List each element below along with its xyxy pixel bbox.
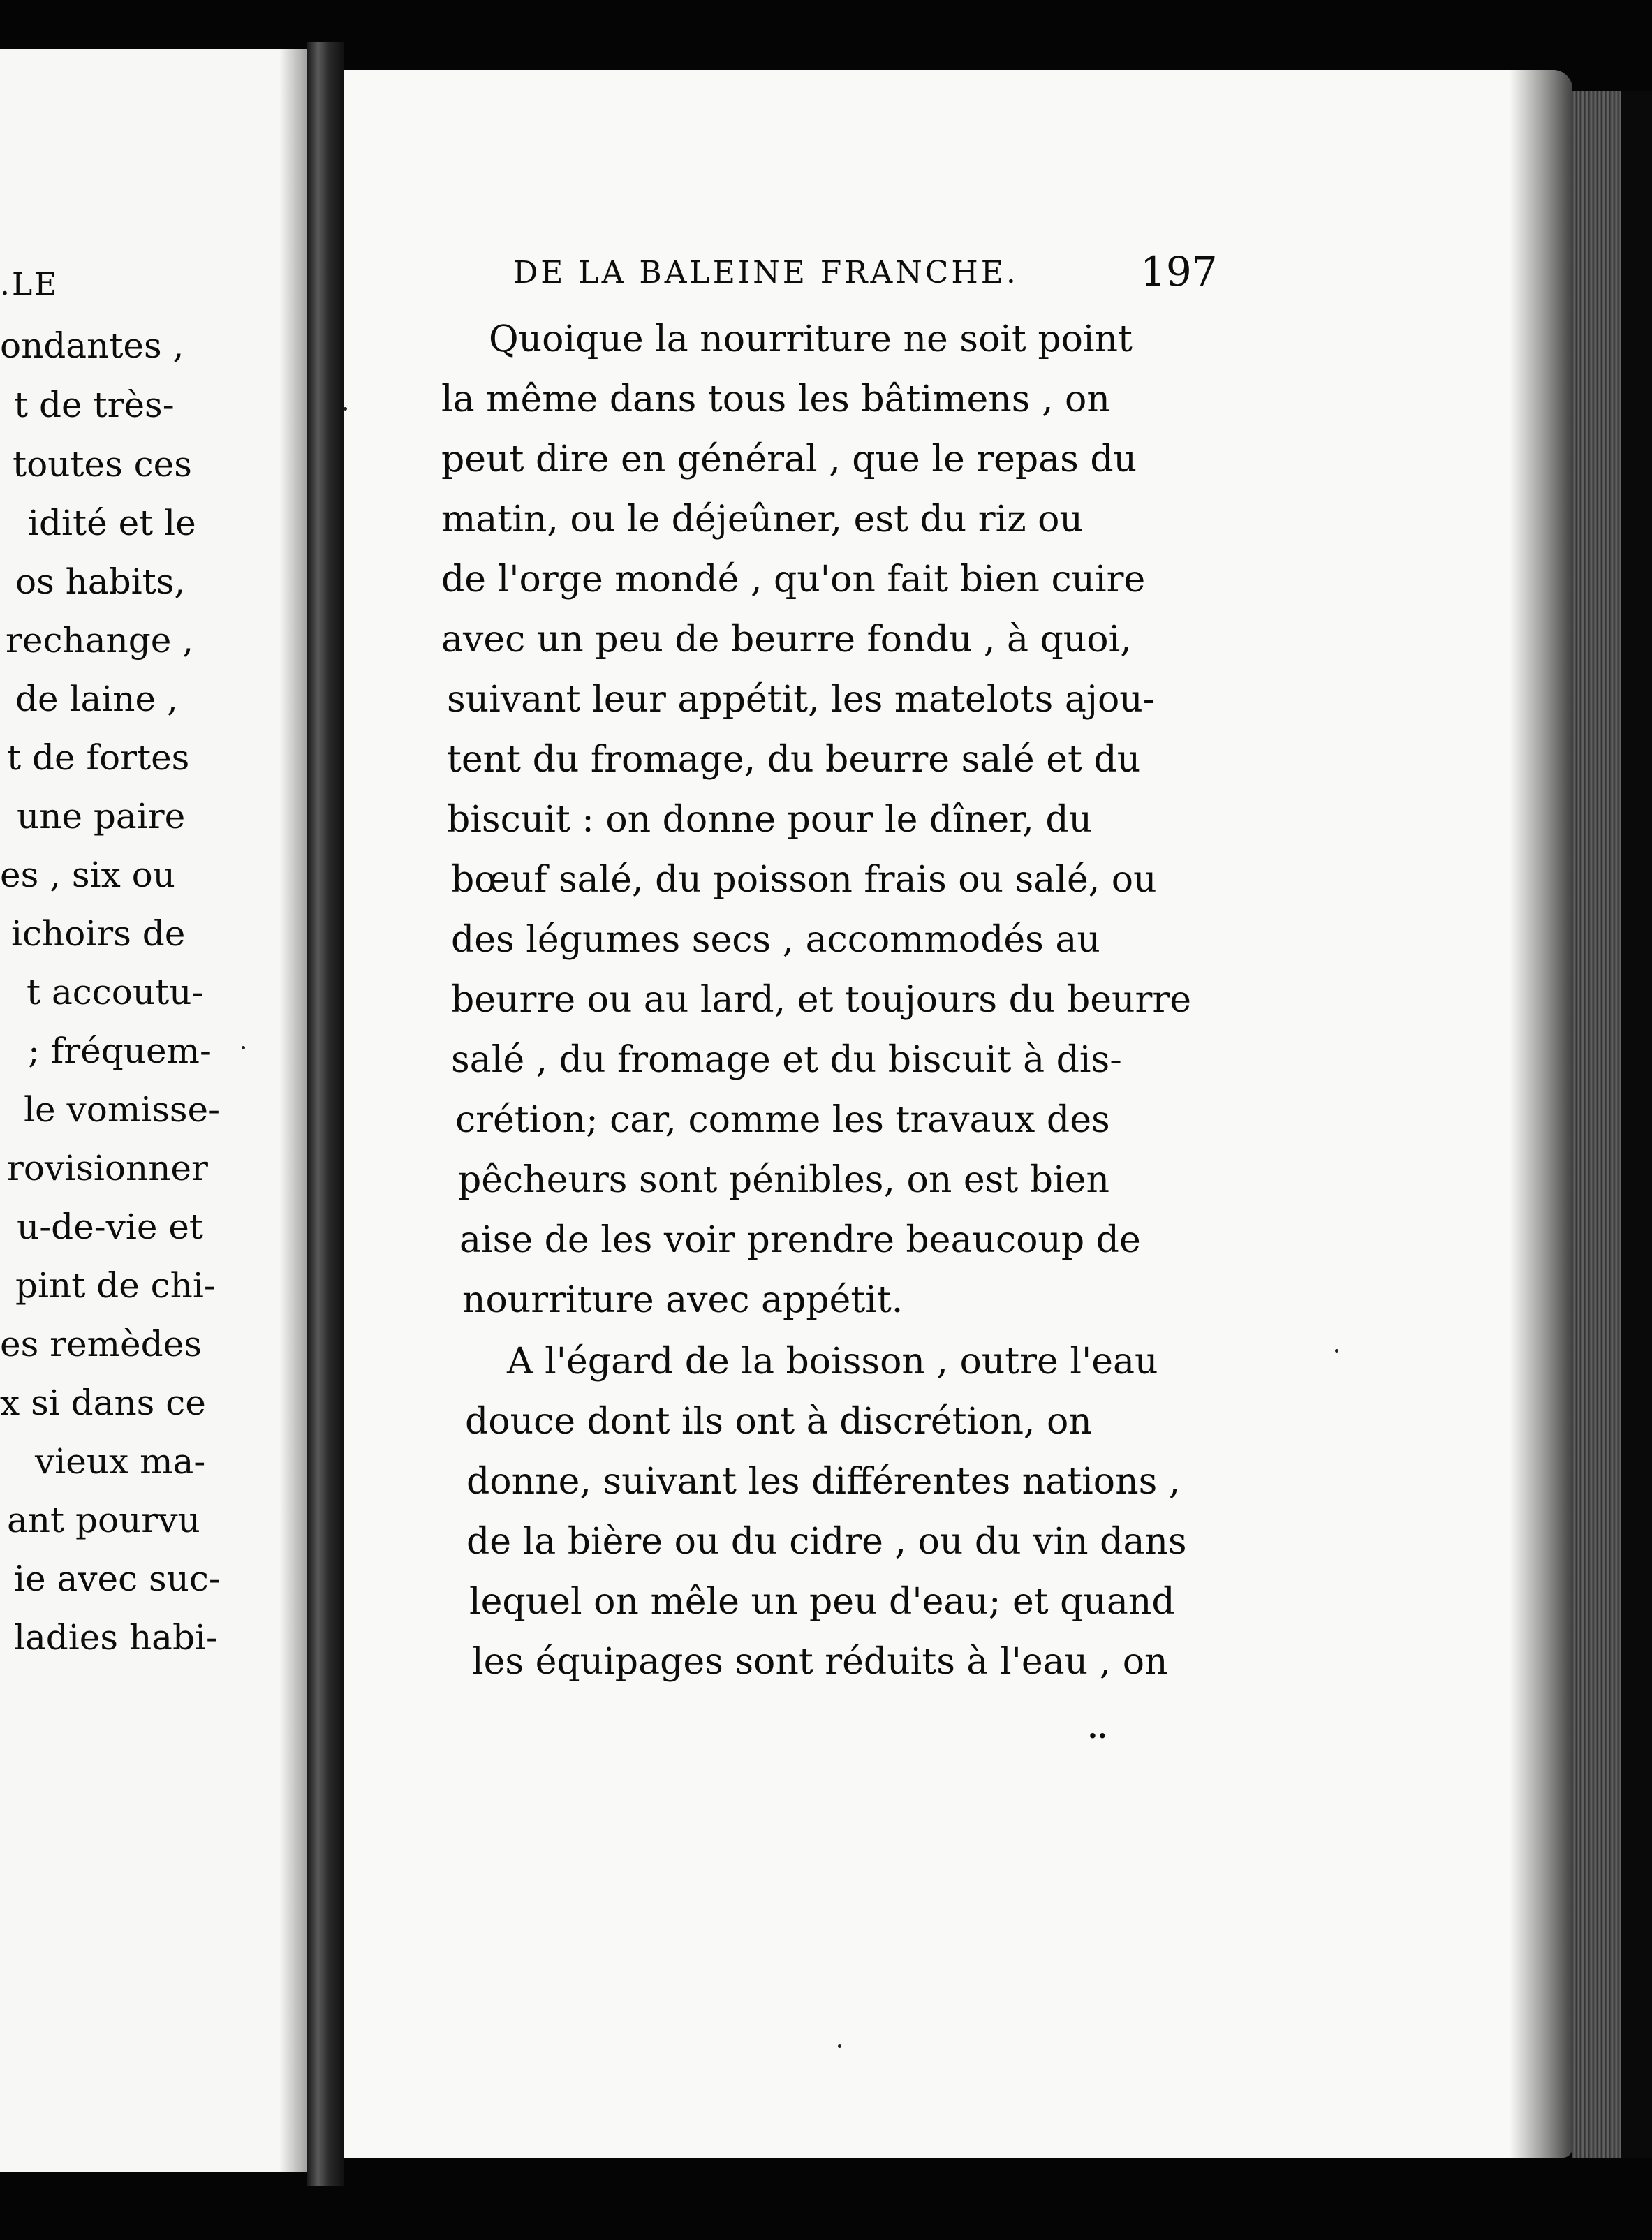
left-line: le vomisse- (24, 1089, 221, 1130)
left-line: es , six ou (0, 855, 175, 895)
left-line: de laine , (15, 679, 178, 719)
left-line: t accoutu- (27, 972, 204, 1012)
left-line: ant pourvu (7, 1500, 200, 1540)
body-line: donne, suivant les différentes nations , (466, 1461, 1181, 1503)
body-line: suivant leur appétit, les matelots ajou- (447, 679, 1156, 721)
page-number: 197 (1140, 248, 1218, 295)
body-line: les équipages sont réduits à l'eau , on (472, 1641, 1168, 1683)
body-line: de l'orge mondé , qu'on fait bien cuire (441, 559, 1146, 600)
body-line: crétion; car, comme les travaux des (455, 1099, 1110, 1141)
left-line: ; fréquem- (28, 1031, 212, 1071)
signature-mark: .. (1088, 1712, 1107, 1745)
left-line: toutes ces (13, 444, 192, 485)
left-line: es remèdes (0, 1324, 202, 1364)
left-line: t de très- (14, 385, 175, 425)
running-head: DE LA BALEINE FRANCHE. (513, 255, 1019, 290)
scan-speck (242, 1046, 245, 1049)
left-line: ondantes , (0, 325, 184, 366)
scan-speck (838, 2044, 841, 2048)
book-gutter (307, 42, 344, 2186)
body-line: tent du fromage, du beurre salé et du (447, 739, 1141, 781)
left-page-shadow (279, 49, 307, 2172)
body-line: avec un peu de beurre fondu , à quoi, (441, 619, 1132, 661)
left-line: t de fortes (7, 737, 190, 778)
scan-speck (344, 407, 347, 411)
left-line: u-de-vie et (17, 1207, 203, 1247)
body-line: nourriture avec appétit. (462, 1279, 904, 1321)
body-line: beurre ou au lard, et toujours du beurre (451, 979, 1191, 1021)
body-line: des légumes secs , accommodés au (451, 919, 1100, 961)
body-line: A l'égard de la boisson , outre l'eau (507, 1341, 1158, 1383)
body-line: peut dire en général , que le repas du (441, 439, 1137, 480)
body-line: pêcheurs sont pénibles, on est bien (458, 1159, 1109, 1201)
left-line: pint de chi- (15, 1265, 216, 1306)
scan-border (1621, 91, 1652, 2158)
right-page-edge-shadow (1510, 70, 1572, 2158)
scan-speck (1335, 1349, 1338, 1353)
left-line: os habits, (15, 561, 186, 602)
body-line: aise de les voir prendre beaucoup de (459, 1219, 1141, 1261)
left-line: ichoirs de (11, 913, 186, 954)
body-line: Quoique la nourriture ne soit point (489, 318, 1133, 360)
body-line: bœuf salé, du poisson frais ou salé, ou (451, 859, 1157, 901)
left-line: rovisionner (7, 1148, 208, 1188)
body-line: de la bière ou du cidre , ou du vin dans (466, 1521, 1187, 1563)
body-line: biscuit : on donne pour le dîner, du (447, 799, 1093, 841)
left-line: ladies habi- (14, 1617, 218, 1658)
left-line: rechange , (6, 620, 194, 661)
left-line: une paire (17, 796, 186, 837)
body-line: lequel on mêle un peu d'eau; et quand (469, 1581, 1175, 1623)
page-fore-edge (1572, 91, 1621, 2158)
body-line: la même dans tous les bâtimens , on (441, 378, 1110, 420)
body-line: salé , du fromage et du biscuit à dis- (451, 1039, 1122, 1081)
left-line: idité et le (28, 503, 196, 543)
left-line: vieux ma- (35, 1441, 206, 1482)
left-line: ie avec suc- (14, 1559, 221, 1599)
left-line: x si dans ce (0, 1383, 206, 1423)
left-page-running-head: .LE (0, 267, 59, 302)
body-line: matin, ou le déjeûner, est du riz ou (441, 499, 1083, 540)
body-line: douce dont ils ont à discrétion, on (465, 1401, 1092, 1443)
